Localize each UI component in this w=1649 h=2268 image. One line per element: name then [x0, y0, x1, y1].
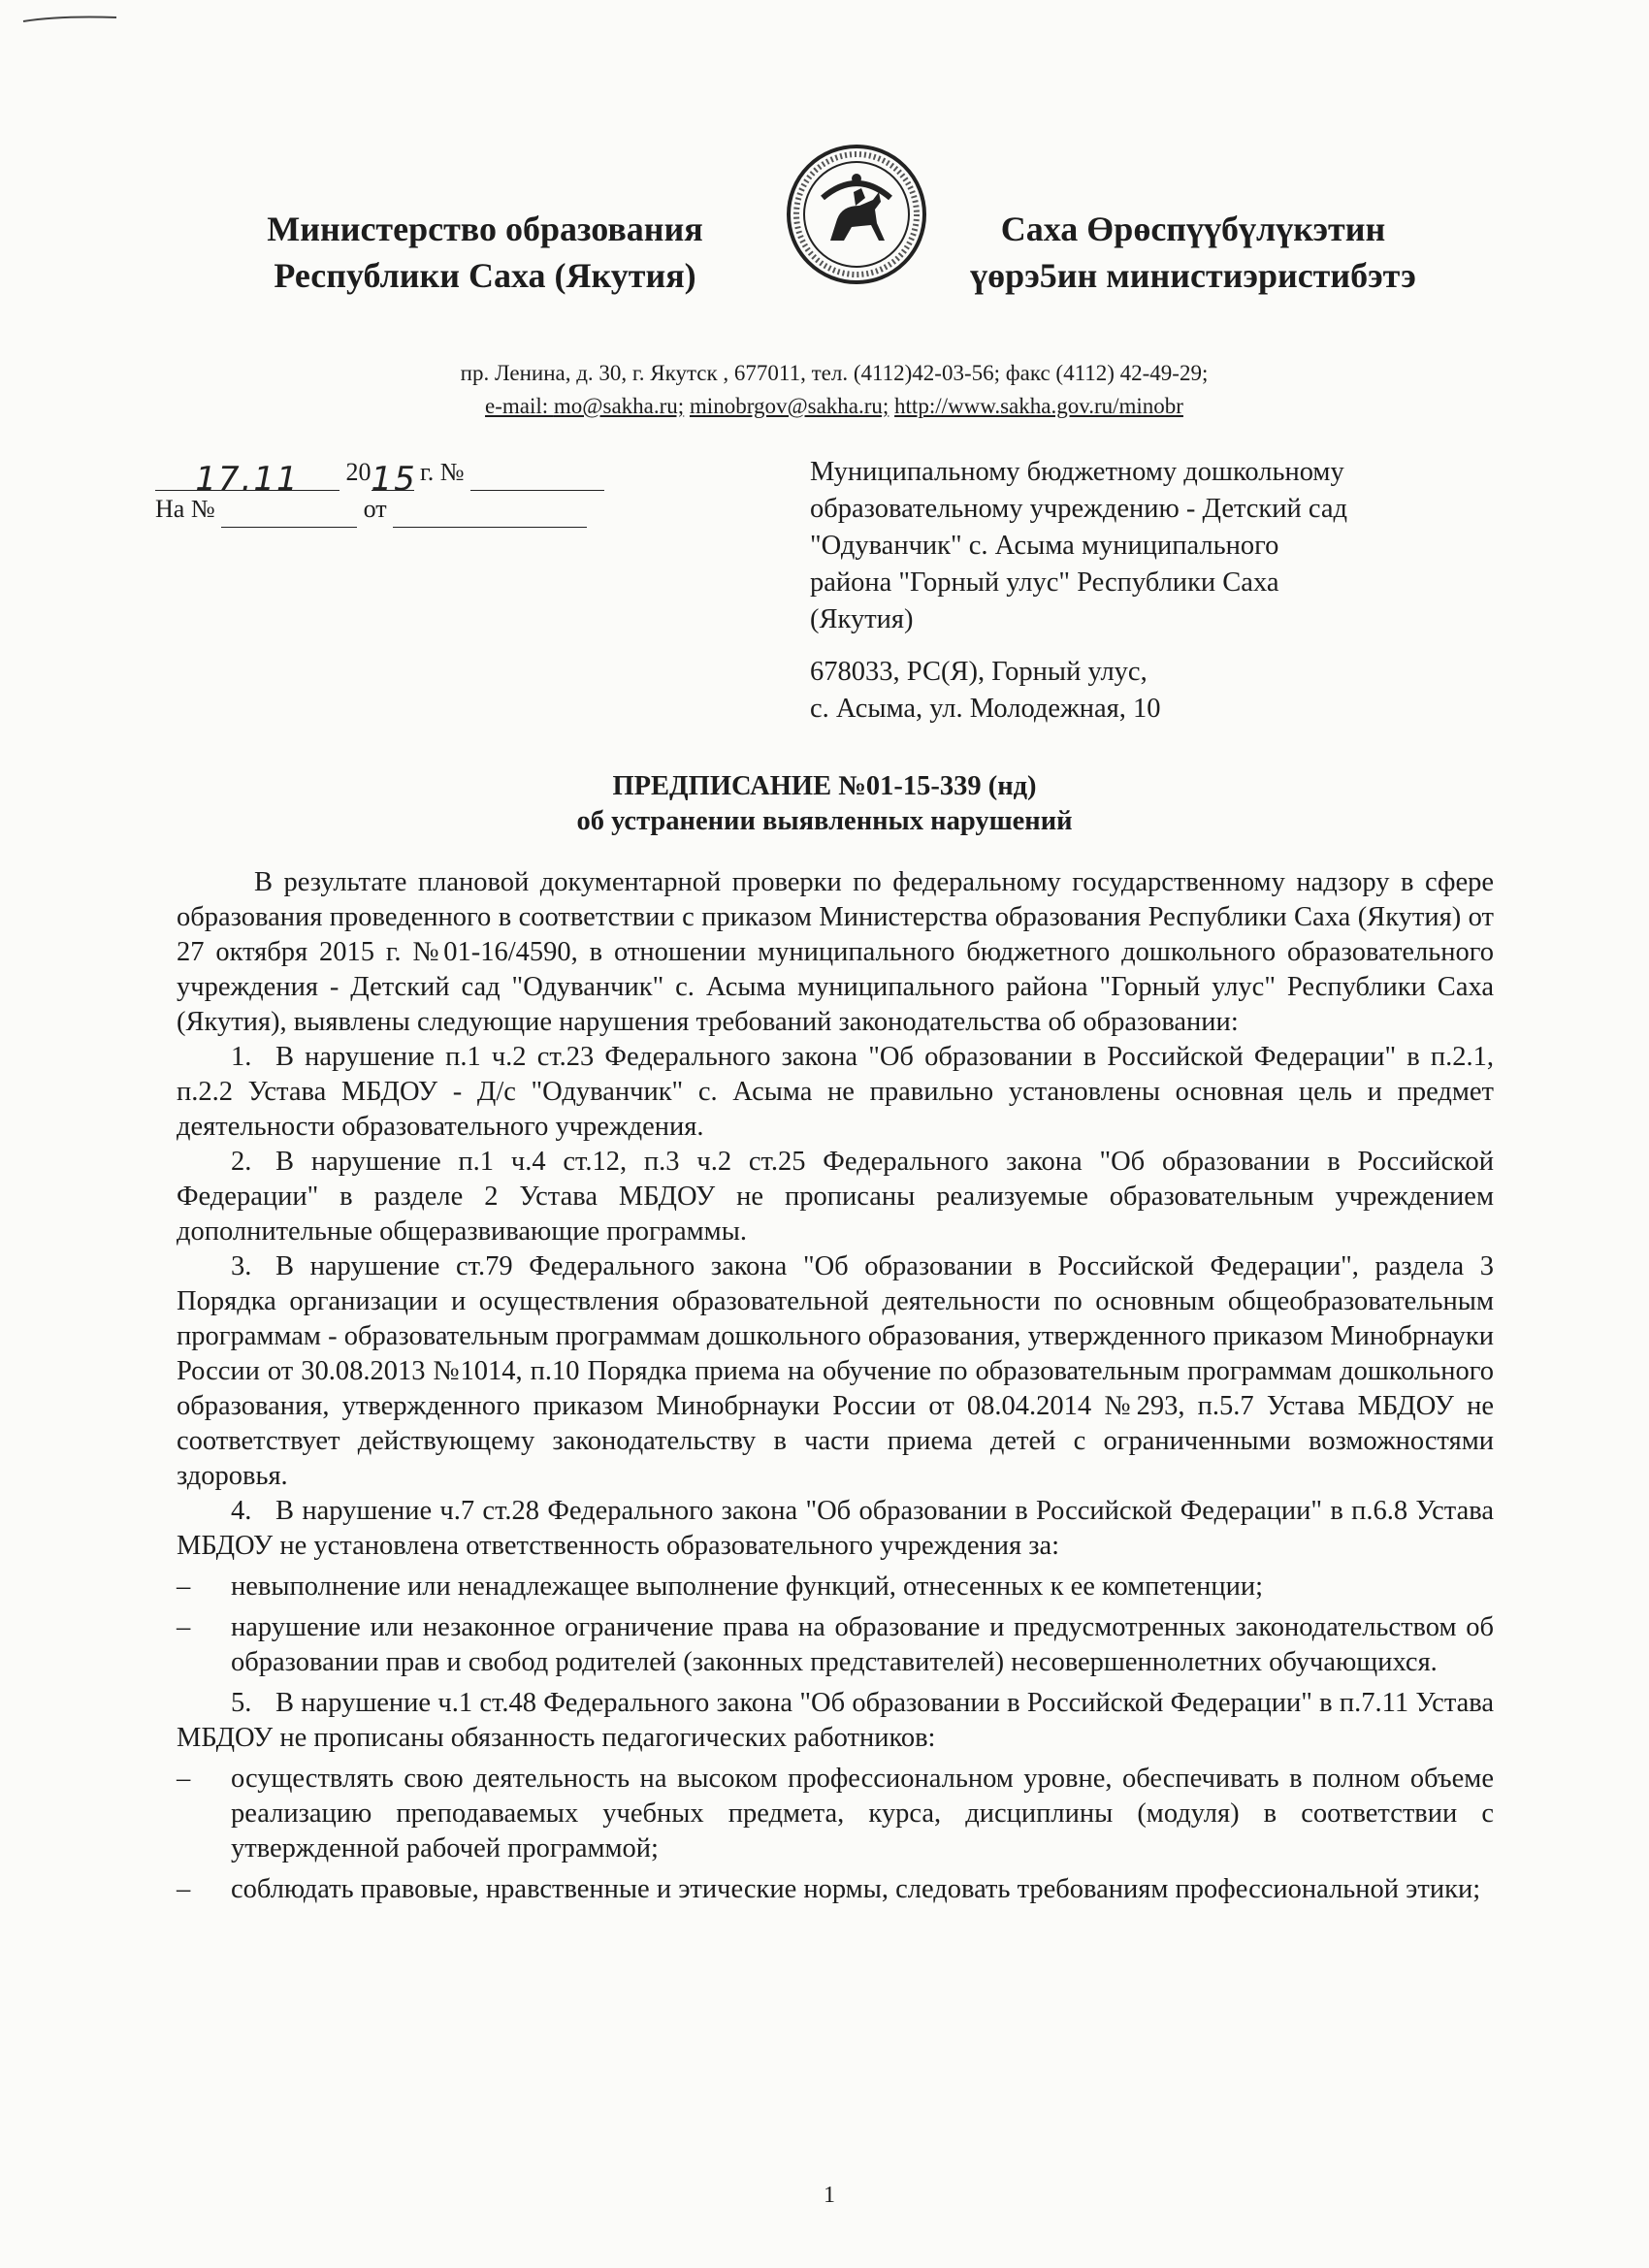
email-line: e-mail: mo@sakha.ru; minobrgov@sakha.ru; http://www.sakha.gov.ru/minobr: [485, 394, 1183, 418]
ministry-name-russian: Министерство образования Республики Саха (Якутия): [267, 210, 703, 295]
ministry-name-sakha: Саха Өрөспүүбүлүкэтин үөрэ5ин министиэристибэтэ: [970, 210, 1416, 295]
reply-to-line: На № от: [155, 491, 718, 528]
year-field: 15: [371, 460, 417, 499]
list-item: – нарушение или незаконное ограничение права на образование и предусмотренных законодательством об образовании прав и свобод родителей (законных представителей) несовершеннолетних обучающихся.: [177, 1612, 1494, 1677]
violation-item-1: 1. В нарушение п.1 ч.2 ст.23 Федерального закона "Об образовании в Российской Федерации" в п.2.1, п.2.2 Устава МБДОУ - Д/с "Одуванчик" с. Асыма не правильно установлены основная цель и предмет деятельности образовательного учреждения.: [177, 1042, 1494, 1142]
page-number: 1: [824, 2183, 835, 2208]
list-item: – осуществлять свою деятельность на высоком профессиональном уровне, обеспечивать в полном объеме реализацию преподаваемых учебных предмета, курса, дисциплины (модуля) в соответствии с утвержденной рабочей программой;: [177, 1764, 1494, 1863]
addressee-postal-address: 678033, РС(Я), Горный улус, с. Асыма, ул. Молодежная, 10: [810, 657, 1161, 724]
contact-info: [291, 357, 1377, 423]
violation-item-5: 5. В нарушение ч.1 ст.48 Федерального закона "Об образовании в Российской Федерации" в п.7.11 Устава МБДОУ не прописаны обязанность педагогических работников:: [177, 1688, 1494, 1753]
violation-item-2: 2. В нарушение п.1 ч.4 ст.12, п.3 ч.2 ст.25 Федерального закона "Об образовании в Российской Федерации" в разделе 2 Устава МБДОУ не прописаны реализуемые образовательным учреждением дополнительные общеразвивающие программы.: [177, 1147, 1494, 1247]
reply-number-field: [221, 498, 357, 528]
reply-date-field: [393, 498, 587, 528]
document-body: [177, 865, 1494, 1913]
violation-item-3: 3. В нарушение ст.79 Федерального закона "Об образовании в Российской Федерации", раздела 3 Порядка организации и осуществления образовательной деятельности по основным общеобразовательным программам - образовательным программам дошкольного образования, утвержденного приказом Минобрнауки России от 30.08.2013 №1014, п.10 Порядка приема на обучение по образовательным программам дошкольного образования, утвержденного приказом Минобрнауки России от 08.04.2014 №293, п.5.7 Устава МБДОУ не соответствует действующему законодательству в части приема детей с ограниченными возможностями здоровья.: [177, 1251, 1494, 1491]
list-item: – соблюдать правовые, нравственные и этические нормы, следовать требованиям профессиональной этики;: [177, 1874, 1481, 1904]
email-link-2[interactable]: minobrgov@sakha.ru;: [689, 394, 889, 418]
pen-scratch-mark: [21, 12, 118, 25]
number-field: [470, 461, 604, 491]
addressee-block: Муниципальному бюджетному дошкольному образовательному учреждению - Детский сад "Одуванчик" с. Асыма муниципального района "Горный улус" Республики Саха (Якутия) 678033, РС(Я), Горный улус, с. Асыма, ул. Молодежная, 10: [810, 454, 1508, 728]
sakha-coat-of-arms-icon: [784, 142, 929, 287]
intro-paragraph: В результате плановой документарной проверки по федеральному государственному надзору в сфере образования проведенного в соответствии с приказом Министерства образования Республики Саха (Якутия) от 27 октября 2015 г. №01-16/4590, в отношении муниципального бюджетного дошкольного образовательного учреждения - Детский сад "Одуванчик" с. Асыма муниципального района "Горный улус" Республики Саха (Якутия), выявлены следующие нарушения требований законодательства об образовании:: [177, 867, 1494, 1037]
list-item: – невыполнение или ненадлежащее выполнение функций, отнесенных к ее компетенции;: [177, 1571, 1264, 1602]
postal-address: пр. Ленина, д. 30, г. Якутск , 677011, тел. (4112)42-03-56; факс (4112) 42-49-29;: [460, 361, 1209, 385]
document-title: ПРЕДПИСАНИЕ №01-15-339 (нд) об устранении выявленных нарушений: [576, 771, 1073, 836]
registration-block: [155, 454, 718, 528]
email-link-1[interactable]: mo@sakha.ru;: [553, 394, 685, 418]
date-field: 17.11: [155, 461, 340, 491]
date-number-line: 17.11 2015 г. №: [155, 454, 718, 491]
violation-item-4: 4. В нарушение ч.7 ст.28 Федерального закона "Об образовании в Российской Федерации" в п.6.8 Устава МБДОУ не установлена ответственность образовательного учреждения за:: [177, 1496, 1494, 1561]
website-link[interactable]: http://www.sakha.gov.ru/minobr: [894, 394, 1183, 418]
